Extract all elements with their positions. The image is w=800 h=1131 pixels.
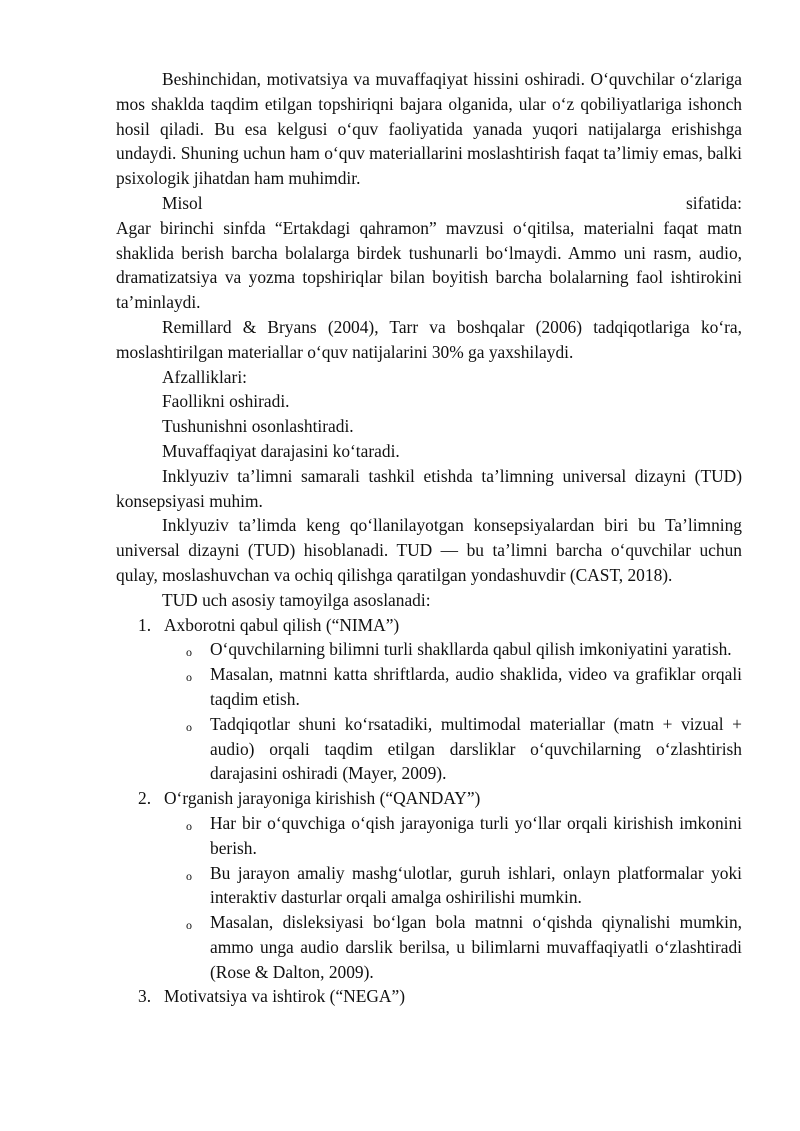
principle-item [116, 786, 742, 984]
bullet-icon: o [186, 918, 192, 933]
paragraph-tud-principles-lead: TUD uch asosiy tamoyilga asoslanadi: [162, 589, 431, 610]
example-label-suffix: sifatida: [685, 192, 742, 213]
text-column [116, 67, 742, 1009]
principle-points [164, 811, 742, 985]
paragraph-example [116, 191, 742, 315]
principle-title: Motivatsiya va ishtirok (“NEGA”) [164, 986, 405, 1007]
principle-points [164, 637, 742, 786]
principle-point [164, 861, 742, 911]
bullet-icon: o [186, 670, 192, 685]
point-text: Bu jarayon amaliy mashg‘ulotlar, guruh ishlari, onlayn platformalar yoki interaktiv dasturlar orqali amalga oshirilishi mumkin. [210, 862, 742, 908]
principles-list [116, 613, 742, 1010]
point-text: O‘quvchilarning bilimni turli shakllarda qabul qilish imkoniyatini yaratish. [210, 639, 732, 660]
principle-point [164, 811, 742, 861]
principle-number: 3. [138, 986, 152, 1007]
paragraph-tud-definition: Inklyuziv ta’limda keng qo‘llanilayotgan konsepsiyalardan biri bu Ta’limning universal dizayni (TUD) hisoblanadi. TUD — bu ta’limni barcha o‘quvchilar uchun qulay, moslashuvchan va ochiq qilishga qaratilgan yondashuvdir (CAST, 2018). [116, 515, 742, 585]
bullet-icon: o [186, 719, 192, 734]
example-text: Agar birinchi sinfda “Ertakdagi qahramon” mavzusi o‘qitilsa, materialni faqat matn shaklida berish barcha bolalarga birdek tushunarli bo‘lmaydi. Ammo uni rasm, audio, dramatizatsiya va yozma topshiriqlar bilan boyitish barcha bolalarning faol ishtirokini ta’minlaydi. [116, 217, 742, 313]
principle-point [164, 662, 742, 712]
paragraph-tud-intro: Inklyuziv ta’limni samarali tashkil etishda ta’limning universal dizayni (TUD) konsepsiyasi muhim. [116, 465, 742, 511]
principle-point [164, 910, 742, 984]
principle-item [116, 984, 742, 1009]
advantages-heading: Afzalliklari: [162, 366, 247, 387]
advantage-item: Faollikni oshiradi. [162, 391, 290, 412]
bullet-icon: o [186, 818, 192, 833]
example-label-word: Misol [162, 192, 203, 213]
principle-title: Axborotni qabul qilish (“NIMA”) [164, 614, 400, 635]
principle-point [164, 712, 742, 786]
principle-point [164, 637, 742, 662]
paragraph-research: Remillard & Bryans (2004), Tarr va boshqalar (2006) tadqiqotlariga ko‘ra, moslashtirilgan materiallar o‘quv natijalarini 30% ga yaxshilaydi. [116, 316, 742, 362]
point-text: Masalan, matnni katta shriftlarda, audio shaklida, video va grafiklar orqali taqdim etish. [210, 664, 742, 709]
bullet-icon: o [186, 645, 192, 660]
principle-title: O‘rganish jarayoniga kirishish (“QANDAY”) [164, 788, 481, 809]
bullet-icon: o [186, 868, 192, 883]
point-text: Har bir o‘quvchiga o‘qish jarayoniga turli yo‘llar orqali kirishish imkonini berish. [210, 812, 742, 858]
principle-number: 2. [138, 788, 152, 809]
point-text: Masalan, disleksiyasi bo‘lgan bola matnni o‘qishda qiynalishi mumkin, ammo unga audio darslik berilsa, u bilimlarni muvaffaqiyatli o‘zlashtiradi (Rose & Dalton, 2009). [210, 912, 742, 982]
advantage-item: Tushunishni osonlashtiradi. [162, 416, 354, 437]
advantage-item: Muvaffaqiyat darajasini ko‘taradi. [162, 440, 400, 461]
principle-number: 1. [138, 614, 152, 635]
principle-item [116, 613, 742, 787]
point-text: Tadqiqotlar shuni ko‘rsatadiki, multimodal materiallar (matn + vizual + audio) orqali taqdim etilgan darsliklar o‘quvchilarning o‘zlashtirish darajasini oshiradi (Mayer, 2009). [210, 713, 742, 784]
paragraph-motivation: Beshinchidan, motivatsiya va muvaffaqiyat hissini oshiradi. O‘quvchilar o‘zlariga mos shaklda taqdim etilgan topshiriqni bajara olganida, ular o‘z qobiliyatlariga ishonch hosil qiladi. Bu esa kelgusi o‘quv faoliyatida yanada yuqori natijalarga erishishga undaydi. Shuning uchun ham o‘quv materiallarini moslashtirish faqat ta’limiy emas, balki psixologik jihatdan ham muhimdir. [116, 69, 742, 189]
